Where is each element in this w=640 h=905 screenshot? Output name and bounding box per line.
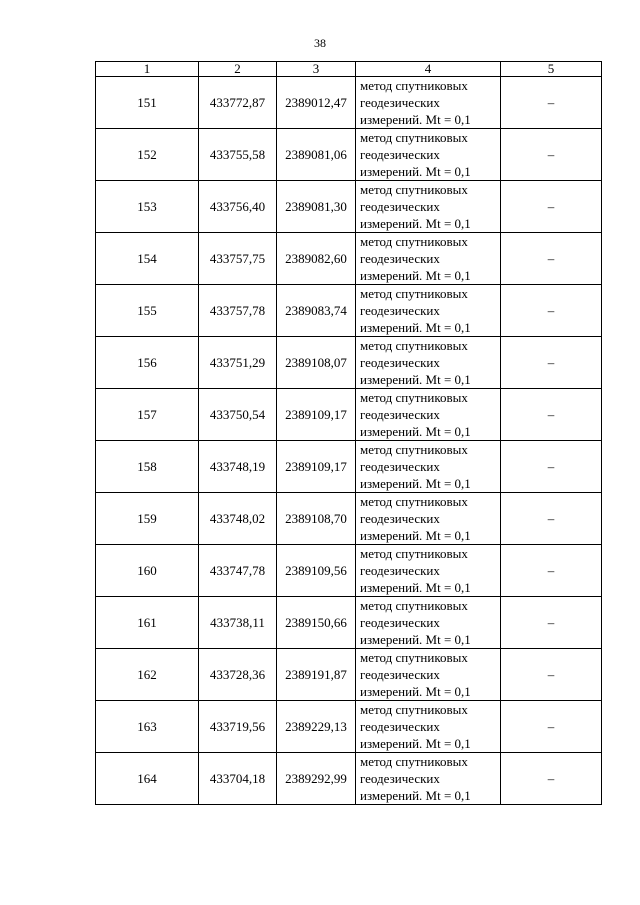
method-line-1: метод спутниковых	[360, 286, 468, 301]
point-number: 151	[96, 77, 199, 129]
note: –	[501, 545, 602, 597]
method-line-2: геодезических	[360, 251, 440, 266]
method-line-1: метод спутниковых	[360, 754, 468, 769]
method-description	[356, 337, 501, 389]
note: –	[501, 337, 602, 389]
point-number: 160	[96, 545, 199, 597]
coordinate-y: 2389109,17	[277, 389, 356, 441]
method-line-1: метод спутниковых	[360, 442, 468, 457]
table-row	[96, 545, 602, 597]
table-body	[96, 77, 602, 805]
method-line-3: измерений. Mt = 0,1	[360, 424, 471, 439]
table-row	[96, 701, 602, 753]
note: –	[501, 597, 602, 649]
column-header-2: 2	[199, 62, 277, 77]
method-line-1: метод спутниковых	[360, 546, 468, 561]
method-line-2: геодезических	[360, 199, 440, 214]
method-description	[356, 181, 501, 233]
method-line-3: измерений. Mt = 0,1	[360, 632, 471, 647]
method-line-1: метод спутниковых	[360, 78, 468, 93]
point-number: 162	[96, 649, 199, 701]
method-line-2: геодезических	[360, 615, 440, 630]
point-number: 161	[96, 597, 199, 649]
note: –	[501, 77, 602, 129]
method-description	[356, 285, 501, 337]
method-line-2: геодезических	[360, 303, 440, 318]
method-line-2: геодезических	[360, 95, 440, 110]
note: –	[501, 181, 602, 233]
method-line-1: метод спутниковых	[360, 390, 468, 405]
table-row	[96, 181, 602, 233]
table-row	[96, 129, 602, 181]
method-line-3: измерений. Mt = 0,1	[360, 268, 471, 283]
point-number: 163	[96, 701, 199, 753]
method-line-2: геодезических	[360, 459, 440, 474]
table-row	[96, 389, 602, 441]
table-row	[96, 649, 602, 701]
method-line-2: геодезических	[360, 563, 440, 578]
method-description	[356, 493, 501, 545]
method-line-2: геодезических	[360, 407, 440, 422]
column-header-4: 4	[356, 62, 501, 77]
coordinate-x: 433748,19	[199, 441, 277, 493]
coordinate-x: 433748,02	[199, 493, 277, 545]
method-line-3: измерений. Mt = 0,1	[360, 684, 471, 699]
method-line-3: измерений. Mt = 0,1	[360, 320, 471, 335]
point-number: 159	[96, 493, 199, 545]
method-line-3: измерений. Mt = 0,1	[360, 788, 471, 803]
method-description	[356, 753, 501, 805]
coordinate-y: 2389108,07	[277, 337, 356, 389]
coordinate-y: 2389081,06	[277, 129, 356, 181]
method-description	[356, 77, 501, 129]
table-row	[96, 285, 602, 337]
coordinate-x: 433738,11	[199, 597, 277, 649]
coordinate-y: 2389081,30	[277, 181, 356, 233]
method-line-1: метод спутниковых	[360, 650, 468, 665]
point-number: 152	[96, 129, 199, 181]
coordinate-x: 433747,78	[199, 545, 277, 597]
method-description	[356, 129, 501, 181]
note: –	[501, 441, 602, 493]
method-line-3: измерений. Mt = 0,1	[360, 372, 471, 387]
note: –	[501, 285, 602, 337]
method-line-1: метод спутниковых	[360, 338, 468, 353]
coordinate-x: 433750,54	[199, 389, 277, 441]
method-line-2: геодезических	[360, 719, 440, 734]
coordinate-y: 2389292,99	[277, 753, 356, 805]
method-line-3: измерений. Mt = 0,1	[360, 112, 471, 127]
method-line-1: метод спутниковых	[360, 130, 468, 145]
coordinate-x: 433719,56	[199, 701, 277, 753]
coordinate-x: 433757,75	[199, 233, 277, 285]
table-row	[96, 77, 602, 129]
method-description	[356, 701, 501, 753]
note: –	[501, 389, 602, 441]
coordinate-x: 433756,40	[199, 181, 277, 233]
coordinate-x: 433751,29	[199, 337, 277, 389]
table-row	[96, 233, 602, 285]
method-description	[356, 649, 501, 701]
note: –	[501, 753, 602, 805]
note: –	[501, 649, 602, 701]
method-description	[356, 389, 501, 441]
method-description	[356, 597, 501, 649]
method-line-1: метод спутниковых	[360, 494, 468, 509]
coordinate-x: 433772,87	[199, 77, 277, 129]
method-line-1: метод спутниковых	[360, 702, 468, 717]
point-number: 164	[96, 753, 199, 805]
coordinate-y: 2389108,70	[277, 493, 356, 545]
point-number: 156	[96, 337, 199, 389]
table-row	[96, 441, 602, 493]
coordinate-y: 2389229,13	[277, 701, 356, 753]
column-header-3: 3	[277, 62, 356, 77]
note: –	[501, 129, 602, 181]
method-line-3: измерений. Mt = 0,1	[360, 736, 471, 751]
method-line-2: геодезических	[360, 667, 440, 682]
coordinates-table	[95, 61, 602, 805]
coordinate-y: 2389082,60	[277, 233, 356, 285]
page-number: 38	[314, 36, 326, 50]
method-line-3: измерений. Mt = 0,1	[360, 216, 471, 231]
point-number: 158	[96, 441, 199, 493]
table-row	[96, 493, 602, 545]
method-line-3: измерений. Mt = 0,1	[360, 580, 471, 595]
method-line-3: измерений. Mt = 0,1	[360, 164, 471, 179]
method-description	[356, 545, 501, 597]
method-line-2: геодезических	[360, 771, 440, 786]
table-row	[96, 753, 602, 805]
method-description	[356, 233, 501, 285]
method-line-2: геодезических	[360, 511, 440, 526]
column-header-5: 5	[501, 62, 602, 77]
method-line-1: метод спутниковых	[360, 182, 468, 197]
table-header-row	[96, 62, 602, 77]
method-line-2: геодезических	[360, 147, 440, 162]
coordinate-y: 2389191,87	[277, 649, 356, 701]
coordinate-x: 433755,58	[199, 129, 277, 181]
method-description	[356, 441, 501, 493]
method-line-3: измерений. Mt = 0,1	[360, 528, 471, 543]
coordinate-y: 2389083,74	[277, 285, 356, 337]
point-number: 154	[96, 233, 199, 285]
table-row	[96, 597, 602, 649]
note: –	[501, 233, 602, 285]
point-number: 157	[96, 389, 199, 441]
point-number: 153	[96, 181, 199, 233]
method-line-1: метод спутниковых	[360, 234, 468, 249]
table-row	[96, 337, 602, 389]
note: –	[501, 701, 602, 753]
coordinate-y: 2389109,56	[277, 545, 356, 597]
method-line-1: метод спутниковых	[360, 598, 468, 613]
column-header-1: 1	[96, 62, 199, 77]
coordinate-x: 433728,36	[199, 649, 277, 701]
coordinate-y: 2389150,66	[277, 597, 356, 649]
method-line-3: измерений. Mt = 0,1	[360, 476, 471, 491]
coordinate-y: 2389109,17	[277, 441, 356, 493]
note: –	[501, 493, 602, 545]
coordinate-x: 433704,18	[199, 753, 277, 805]
coordinate-y: 2389012,47	[277, 77, 356, 129]
method-line-2: геодезических	[360, 355, 440, 370]
coordinate-x: 433757,78	[199, 285, 277, 337]
point-number: 155	[96, 285, 199, 337]
